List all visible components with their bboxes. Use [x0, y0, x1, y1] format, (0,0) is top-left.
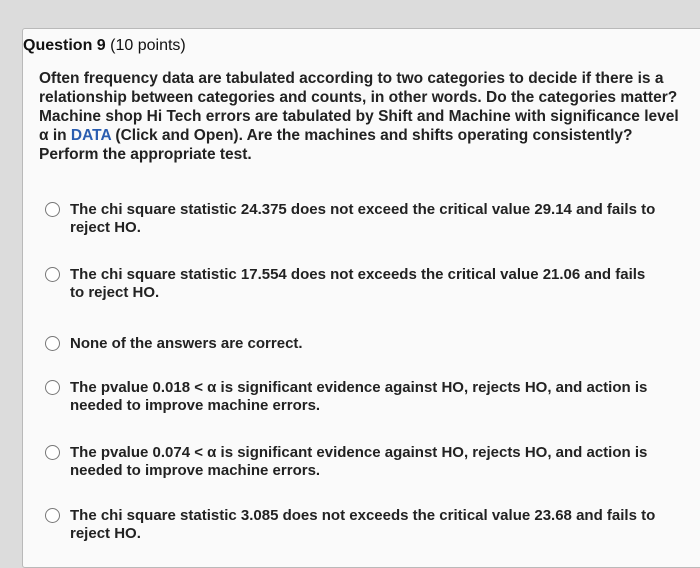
radio-button[interactable]: [45, 267, 60, 282]
radio-button[interactable]: [45, 508, 60, 523]
radio-button[interactable]: [45, 202, 60, 217]
answer-option-label: The chi square statistic 17.554 does not exceeds the critical value 21.06 and fails to reject HO.: [70, 266, 646, 301]
answer-option-label: None of the answers are correct.: [70, 335, 303, 352]
radio-button[interactable]: [45, 445, 60, 460]
answer-option-label: The pvalue 0.018 < α is significant evidence against HO, rejects HO, and action is needed to improve machine errors.: [70, 379, 648, 414]
answer-option-label: The chi square statistic 3.085 does not exceeds the critical value 23.68 and fails to reject HO.: [70, 507, 656, 542]
question-prompt: [39, 69, 679, 164]
radio-button[interactable]: [45, 336, 60, 351]
radio-button[interactable]: [45, 380, 60, 395]
answer-option-label: The pvalue 0.074 < α is significant evidence against HO, rejects HO, and action is needed to improve machine errors.: [70, 444, 648, 479]
answer-option-label: The chi square statistic 24.375 does not exceed the critical value 29.14 and fails to reject HO.: [70, 201, 656, 236]
question-card: [22, 28, 700, 568]
question-points: (10 points): [110, 37, 186, 54]
data-link[interactable]: DATA: [70, 127, 112, 144]
question-title: [23, 37, 186, 55]
prompt-text-end: (Click and Open). Are the machines and shifts operating consistently? Perform the appropriate test.: [39, 127, 633, 163]
question-number: Question 9: [23, 37, 106, 54]
prompt-text-start: Often frequency data are tabulated according to two categories to decide if there is a relationship between categories and counts, in other words. Do the categories matter? Machine shop Hi Tech errors are tabulated by Shift and Machine with significance level α in: [39, 70, 679, 144]
